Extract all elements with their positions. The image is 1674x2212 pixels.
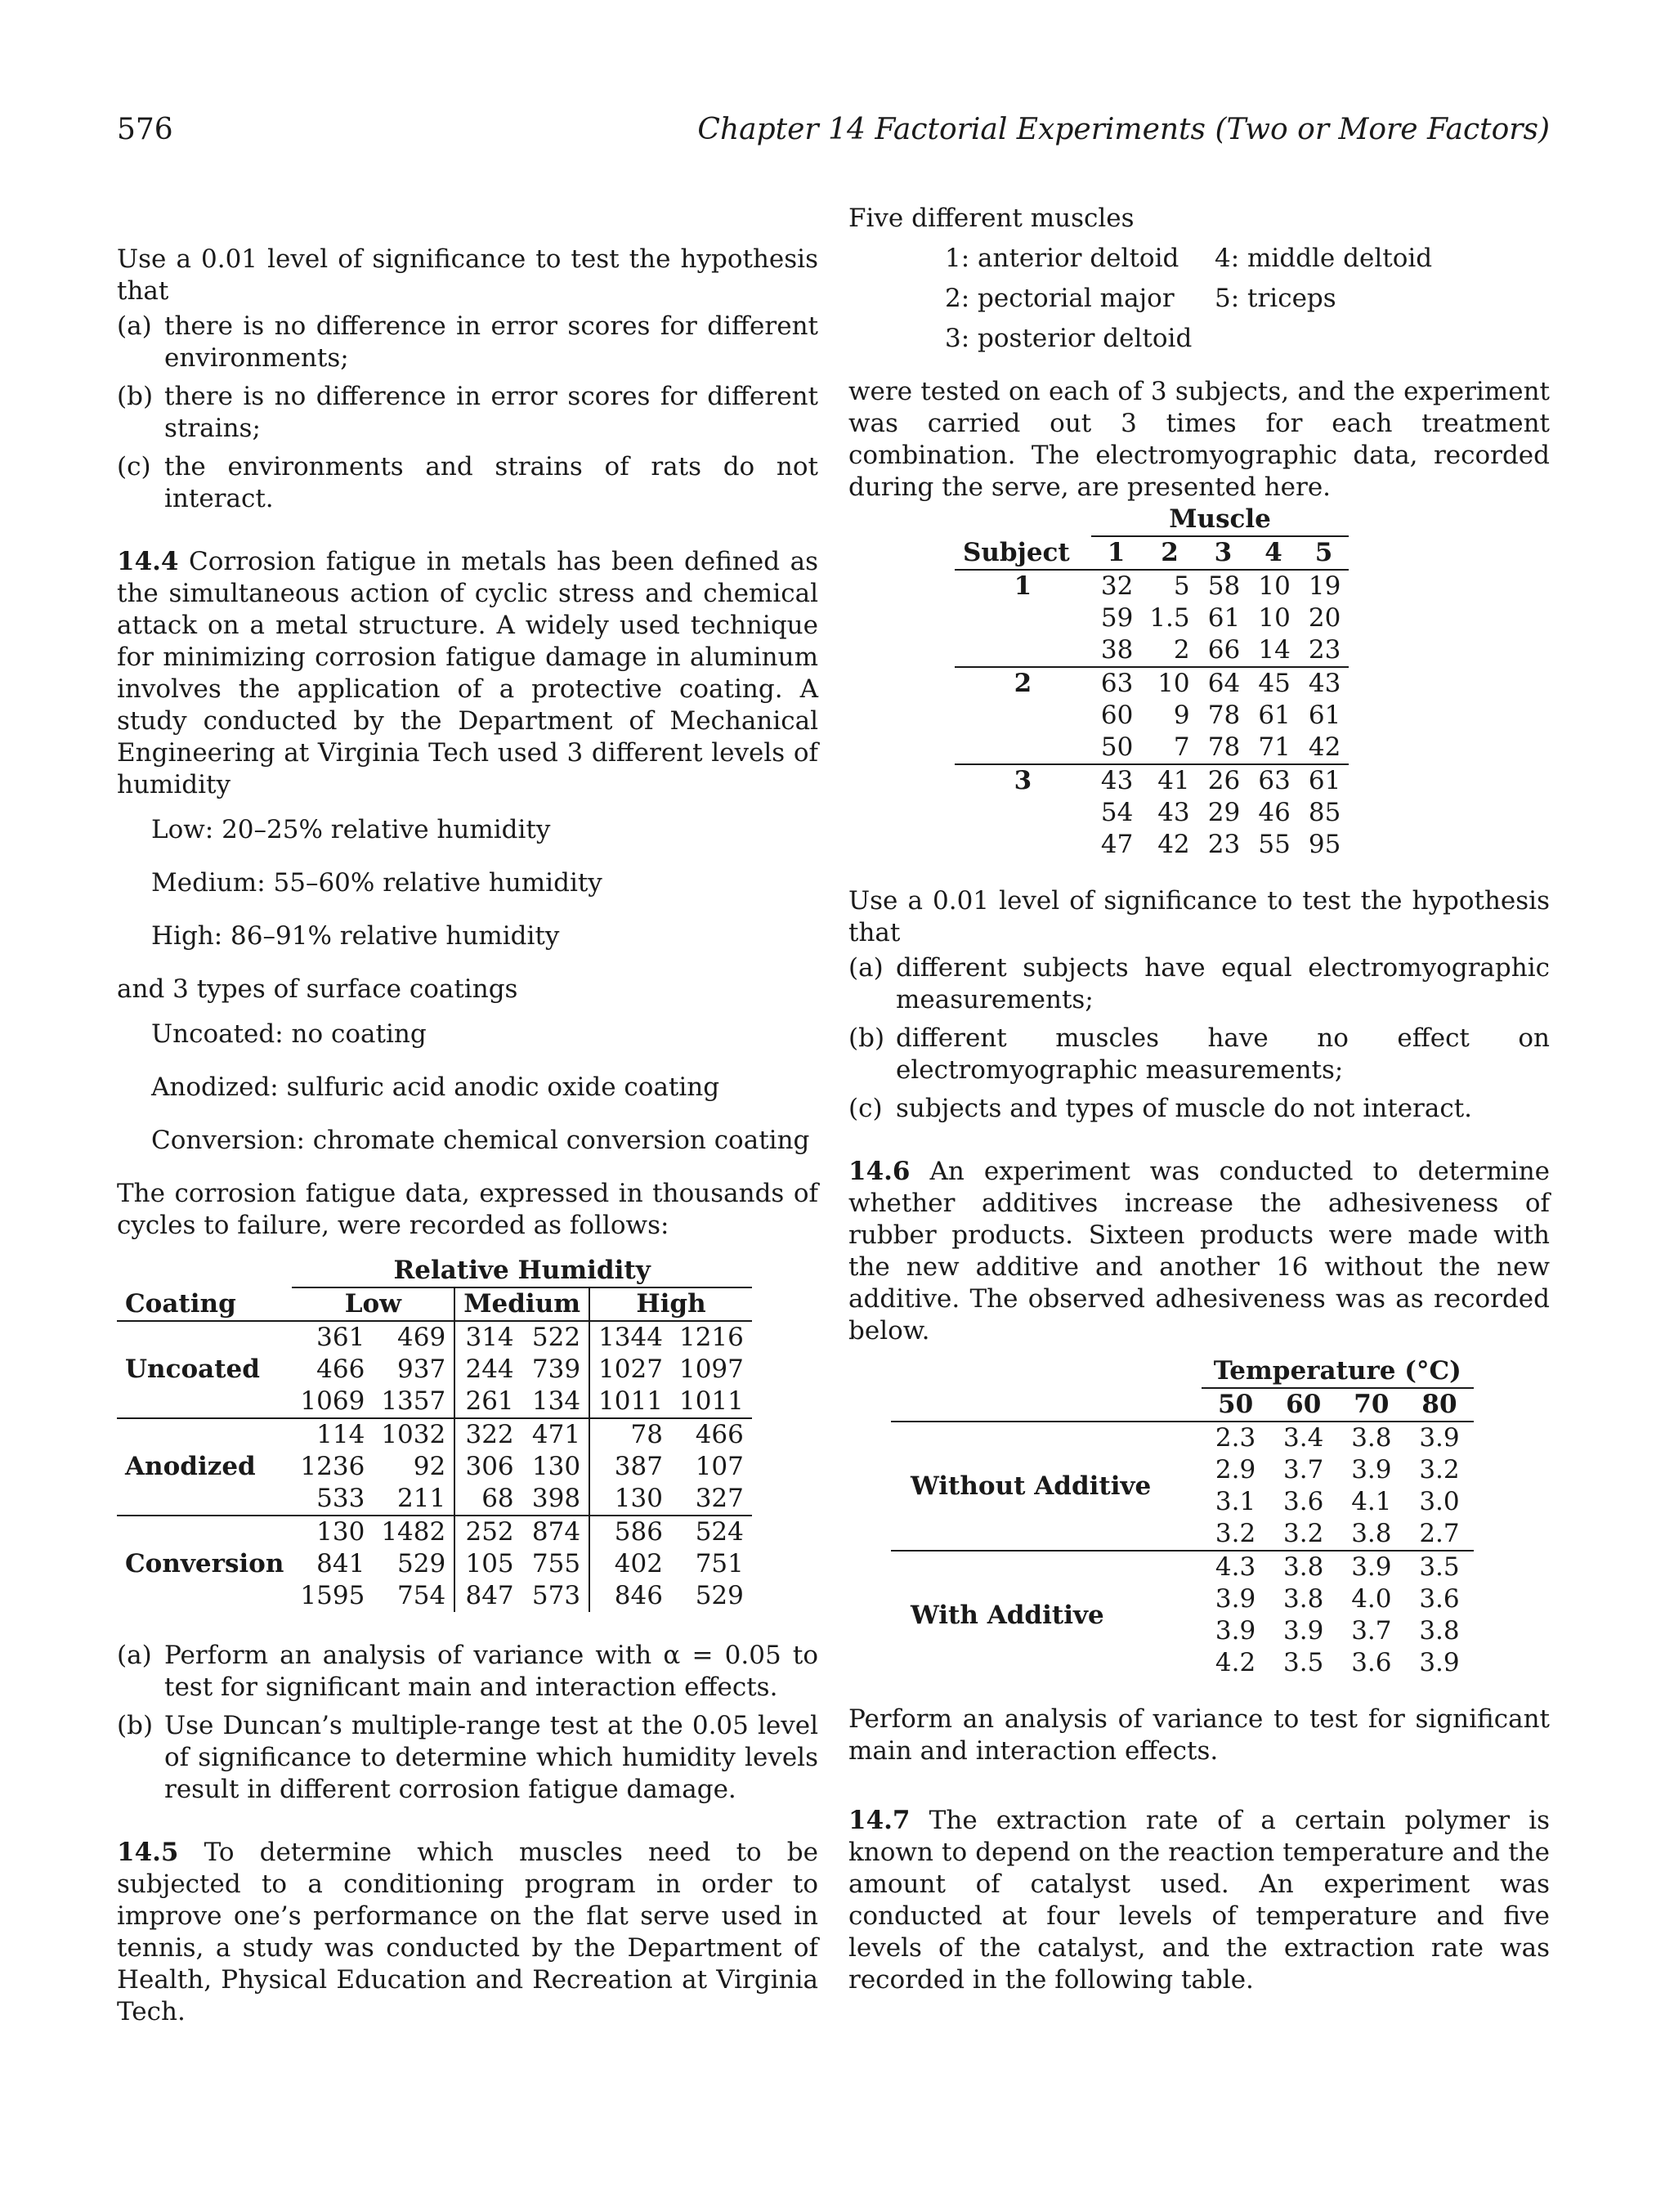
humidity-high: High: 86–91% relative humidity xyxy=(151,921,560,951)
table-cell: 50 xyxy=(1100,732,1134,762)
exercise-text: Corrosion fatigue in metals has been defined as the simultaneous action of cyclic stress and chemical attack on a metal structure. A widely used technique for minimizing corrosion fatigue damage in aluminum involves the application of a protective coating. A study conducted by the Department of Mechanical Engineering at Virginia Tech used 3 different levels of humidity xyxy=(117,547,818,799)
table-cell: 3.2 xyxy=(1283,1519,1324,1548)
coating-uncoated: Uncoated: no coating xyxy=(151,1019,427,1049)
exercise-14-4 xyxy=(117,546,818,801)
table-cell: 3.2 xyxy=(1215,1519,1256,1548)
list-label: (a) xyxy=(117,311,152,341)
table-cell: 43 xyxy=(1157,798,1190,827)
table-cell: 387 xyxy=(589,1451,671,1483)
table-row xyxy=(117,1516,752,1548)
table-cell: 469 xyxy=(397,1323,446,1352)
table-cell: 252 xyxy=(454,1516,521,1548)
table-cell: 2 xyxy=(1173,635,1190,665)
table-cell: 755 xyxy=(531,1549,581,1578)
table-cell: 1027 xyxy=(589,1354,671,1386)
table-cell: 63 xyxy=(1100,669,1134,698)
table-cell: 3.5 xyxy=(1283,1648,1324,1677)
table-row xyxy=(955,570,1349,602)
table-cell: 3.9 xyxy=(1215,1616,1256,1646)
table-cell: 19 xyxy=(1308,571,1341,601)
col-header: 1 xyxy=(1107,538,1126,567)
anova-instruction: Perform an analysis of variance to test for significant main and interaction effects. xyxy=(848,1704,1550,1766)
list-label: (b) xyxy=(848,1023,885,1053)
table-body xyxy=(891,1422,1474,1679)
table-cell: 3.2 xyxy=(1419,1455,1460,1484)
table-cell: 134 xyxy=(531,1386,581,1416)
table-cell: 2.3 xyxy=(1215,1423,1256,1453)
list-text: there is no difference in error scores for different environments; xyxy=(164,311,818,373)
table-cell: 78 xyxy=(589,1418,671,1451)
table-cell: 107 xyxy=(695,1452,744,1481)
muscle-item: 1: anterior deltoid xyxy=(945,244,1179,273)
muscle-list xyxy=(945,243,1550,355)
table-row xyxy=(955,700,1349,732)
table-cell: 573 xyxy=(531,1581,581,1610)
table-cell: 20 xyxy=(1308,603,1341,633)
table-cell: 10 xyxy=(1258,603,1291,633)
table-cell: 751 xyxy=(695,1549,744,1578)
list-item xyxy=(117,381,818,445)
table-cell: 63 xyxy=(1258,766,1291,795)
table-cell: 529 xyxy=(695,1581,744,1610)
exercise-14-5 xyxy=(117,1837,818,2028)
table-cell: 14 xyxy=(1258,635,1291,665)
table-cell: 1097 xyxy=(678,1355,744,1384)
muscle-table xyxy=(955,504,1349,861)
col-header: Medium xyxy=(454,1287,589,1321)
exercise-14-7 xyxy=(848,1805,1550,1996)
table-cell: 2.7 xyxy=(1419,1519,1460,1548)
table-row xyxy=(955,667,1349,700)
table-cell: 130 xyxy=(589,1483,671,1516)
list-label: (c) xyxy=(848,1094,883,1123)
table-cell: 3.9 xyxy=(1351,1552,1392,1582)
table-cell: 66 xyxy=(1207,635,1241,665)
table-row xyxy=(117,1418,752,1451)
col-header: Low xyxy=(344,1289,401,1319)
row-label xyxy=(955,829,1091,861)
page-number: 576 xyxy=(117,113,173,146)
table-cell: 322 xyxy=(454,1418,521,1451)
table-title: Temperature (°C) xyxy=(1202,1355,1474,1388)
table-cell: 10 xyxy=(1258,571,1291,601)
list-item xyxy=(117,451,818,515)
table-cell: 114 xyxy=(316,1420,365,1449)
col-header: 50 xyxy=(1218,1390,1254,1419)
table-cell: 1.5 xyxy=(1149,603,1190,633)
table-cell: 3.8 xyxy=(1419,1616,1460,1646)
table-cell: 60 xyxy=(1100,701,1134,730)
coating-conversion: Conversion: chromate chemical conversion coating xyxy=(151,1126,810,1155)
table-cell: 846 xyxy=(589,1580,671,1612)
row-label: 1 xyxy=(1014,571,1032,601)
table-cell: 29 xyxy=(1207,798,1241,827)
table-cell: 46 xyxy=(1258,798,1291,827)
table-cell: 55 xyxy=(1258,830,1291,859)
col-header: 60 xyxy=(1286,1390,1322,1419)
table-cell: 402 xyxy=(589,1548,671,1580)
hypothesis-intro-2: Use a 0.01 level of significance to test the hypothesis that xyxy=(848,886,1550,947)
parts-list xyxy=(117,1640,818,1806)
table-cell: 3.9 xyxy=(1419,1423,1460,1453)
table-cell: 64 xyxy=(1207,669,1241,698)
table-cell: 1032 xyxy=(381,1420,446,1449)
list-item xyxy=(117,311,818,374)
table-cell: 3.5 xyxy=(1419,1552,1460,1582)
table-cell: 327 xyxy=(695,1484,744,1513)
exercise-number: 14.5 xyxy=(117,1838,179,1867)
table-cell: 3.6 xyxy=(1419,1584,1460,1614)
table-cell: 3.8 xyxy=(1283,1552,1324,1582)
table-cell: 41 xyxy=(1157,766,1190,795)
hypothesis-list-2 xyxy=(848,952,1550,1125)
table-cell: 42 xyxy=(1157,830,1190,859)
row-label xyxy=(955,634,1091,667)
table-cell: 4.1 xyxy=(1351,1487,1392,1516)
table-cell: 61 xyxy=(1308,766,1341,795)
table-cell: 78 xyxy=(1207,701,1241,730)
muscle-item: 3: posterior deltoid xyxy=(945,324,1193,353)
table-cell: 261 xyxy=(454,1386,521,1418)
table-row xyxy=(117,1321,752,1354)
row-label: Without Additive xyxy=(911,1471,1152,1501)
exercise-14-6 xyxy=(848,1156,1550,1347)
col-header: 80 xyxy=(1421,1390,1457,1419)
exercise-number: 14.6 xyxy=(848,1157,911,1186)
list-text: subjects and types of muscle do not interact. xyxy=(896,1094,1473,1123)
col-header: 5 xyxy=(1314,538,1333,567)
table-cell: 92 xyxy=(413,1452,446,1481)
table-row xyxy=(955,829,1349,861)
row-header: Coating xyxy=(125,1288,236,1319)
table-cell: 3.9 xyxy=(1419,1648,1460,1677)
table-cell: 23 xyxy=(1207,830,1241,859)
exercise-text: The extraction rate of a certain polymer is known to depend on the reaction temperature and the amount of catalyst used. An experiment was conducted at four levels of temperature and five levels of the catalyst, and the extraction rate was recorded in the following table. xyxy=(848,1806,1550,1995)
table-cell: 4.3 xyxy=(1215,1552,1256,1582)
table-cell: 1011 xyxy=(678,1386,744,1416)
table-cell: 95 xyxy=(1308,830,1341,859)
adhesive-table xyxy=(891,1355,1474,1679)
list-item xyxy=(117,1710,818,1806)
exercise-number: 14.7 xyxy=(848,1806,911,1835)
table-cell: 471 xyxy=(531,1420,581,1449)
table-cell: 3.9 xyxy=(1283,1616,1324,1646)
list-item xyxy=(848,1023,1550,1086)
row-label xyxy=(955,797,1091,829)
table-cell: 85 xyxy=(1308,798,1341,827)
table-cell: 244 xyxy=(454,1354,521,1386)
table-cell: 42 xyxy=(1308,732,1341,762)
list-label: (a) xyxy=(117,1641,152,1670)
table-row xyxy=(955,797,1349,829)
table-cell: 5 xyxy=(1173,571,1190,601)
list-text: Perform an analysis of variance with α = 0.05 to test for significant main and interaction effects. xyxy=(164,1641,818,1702)
table-cell: 61 xyxy=(1207,603,1241,633)
table-cell: 45 xyxy=(1258,669,1291,698)
table-cell: 3.1 xyxy=(1215,1487,1256,1516)
coatings-intro: and 3 types of surface coatings xyxy=(117,974,518,1004)
table-title: Muscle xyxy=(1091,504,1349,536)
row-label: Anodized xyxy=(125,1452,256,1481)
row-label xyxy=(955,732,1091,764)
table-cell: 61 xyxy=(1308,701,1341,730)
exercise-text: To determine which muscles need to be subjected to a conditioning program in order to improve one’s performance on the flat serve used in tennis, a study was conducted by the Department of Health, Physical Education and Recreation at Virginia Tech. xyxy=(117,1838,818,2026)
table-cell: 4.2 xyxy=(1215,1648,1256,1677)
row-label xyxy=(955,602,1091,634)
muscle-item: 4: middle deltoid xyxy=(1215,244,1433,273)
table-cell: 71 xyxy=(1258,732,1291,762)
table-cell: 1216 xyxy=(678,1323,744,1352)
table-cell: 1069 xyxy=(300,1386,365,1416)
list-item xyxy=(848,952,1550,1016)
table-cell: 78 xyxy=(1207,732,1241,762)
table-cell: 10 xyxy=(1157,669,1190,698)
table-row xyxy=(955,764,1349,797)
row-label: Conversion xyxy=(125,1549,284,1578)
table-row xyxy=(955,732,1349,764)
table-cell: 524 xyxy=(695,1517,744,1547)
table-row xyxy=(891,1422,1474,1454)
list-label: (c) xyxy=(117,452,151,481)
coating-anodized: Anodized: sulfuric acid anodic oxide coating xyxy=(151,1072,720,1102)
hypothesis-list xyxy=(117,311,818,515)
table-cell: 9 xyxy=(1173,701,1190,730)
table-row xyxy=(891,1551,1474,1583)
table-cell: 1011 xyxy=(589,1386,671,1418)
table-cell: 1357 xyxy=(381,1386,446,1416)
row-label: With Additive xyxy=(911,1600,1104,1630)
row-label: Uncoated xyxy=(125,1355,260,1384)
table-cell: 43 xyxy=(1100,766,1134,795)
muscle-item: 5: triceps xyxy=(1215,284,1336,313)
col-header: 70 xyxy=(1354,1390,1390,1419)
table-cell: 54 xyxy=(1100,798,1134,827)
table-cell: 529 xyxy=(397,1549,446,1578)
table-cell: 1595 xyxy=(300,1581,365,1610)
table-cell: 3.6 xyxy=(1351,1648,1392,1677)
table-cell: 3.9 xyxy=(1351,1455,1392,1484)
table-cell: 3.8 xyxy=(1283,1584,1324,1614)
table-cell: 3.8 xyxy=(1351,1519,1392,1548)
table-cell: 3.8 xyxy=(1351,1423,1392,1453)
table-cell: 522 xyxy=(531,1323,581,1352)
table-cell: 1236 xyxy=(300,1452,365,1481)
list-text: different muscles have no effect on electromyographic measurements; xyxy=(896,1023,1550,1085)
table-cell: 61 xyxy=(1258,701,1291,730)
col-header: 2 xyxy=(1161,538,1179,567)
table-cell: 874 xyxy=(531,1517,581,1547)
row-label: 2 xyxy=(1014,669,1032,698)
hypothesis-intro: Use a 0.01 level of significance to test the hypothesis that xyxy=(117,244,818,306)
muscles-intro: Five different muscles xyxy=(848,204,1135,233)
muscle-item: 2: pectorial major xyxy=(945,284,1175,313)
table-cell: 23 xyxy=(1308,635,1341,665)
row-label: 3 xyxy=(1014,766,1032,795)
data-intro: The corrosion fatigue data, expressed in thousands of cycles to failure, were recorded as follows: xyxy=(117,1179,818,1240)
list-label: (b) xyxy=(117,382,154,411)
table-cell: 3.7 xyxy=(1351,1616,1392,1646)
table-cell: 26 xyxy=(1207,766,1241,795)
table-cell: 847 xyxy=(454,1580,521,1612)
list-item xyxy=(848,1093,1550,1125)
list-item xyxy=(117,1640,818,1704)
table-cell: 4.0 xyxy=(1351,1584,1392,1614)
table-cell: 3.9 xyxy=(1215,1584,1256,1614)
list-text: there is no difference in error scores for different strains; xyxy=(164,382,818,443)
table-cell: 1344 xyxy=(589,1321,671,1354)
table-cell: 306 xyxy=(454,1451,521,1483)
row-label xyxy=(955,700,1091,732)
table-cell: 105 xyxy=(454,1548,521,1580)
table-cell: 754 xyxy=(397,1581,446,1610)
table-cell: 3.4 xyxy=(1283,1423,1324,1453)
table-cell: 32 xyxy=(1100,571,1134,601)
left-column xyxy=(117,244,818,2028)
table-cell: 533 xyxy=(316,1484,365,1513)
table-cell: 841 xyxy=(316,1549,365,1578)
table-cell: 47 xyxy=(1100,830,1134,859)
list-text: different subjects have equal electromyographic measurements; xyxy=(896,953,1550,1014)
table-cell: 586 xyxy=(589,1516,671,1548)
corrosion-table xyxy=(117,1255,752,1612)
humidity-medium: Medium: 55–60% relative humidity xyxy=(151,868,602,898)
table-body xyxy=(117,1321,752,1612)
list-text: the environments and strains of rats do not interact. xyxy=(164,452,818,513)
row-header: Subject xyxy=(963,537,1070,567)
table-cell: 3.7 xyxy=(1283,1455,1324,1484)
col-header: 4 xyxy=(1264,538,1282,567)
col-header: High xyxy=(589,1287,752,1321)
exercise-number: 14.4 xyxy=(117,547,179,576)
table-title: Relative Humidity xyxy=(292,1255,751,1287)
humidity-low: Low: 20–25% relative humidity xyxy=(151,815,551,844)
table-cell: 130 xyxy=(316,1517,365,1547)
table-cell: 43 xyxy=(1308,669,1341,698)
table-cell: 68 xyxy=(454,1483,521,1516)
table-cell: 361 xyxy=(316,1323,365,1352)
muscles-text: were tested on each of 3 subjects, and the experiment was carried out 3 times for each treatment combination. The electromyographic data, recorded during the serve, are presented here. xyxy=(848,377,1550,502)
table-cell: 314 xyxy=(454,1321,521,1354)
table-cell: 211 xyxy=(397,1484,446,1513)
table-cell: 1482 xyxy=(381,1517,446,1547)
table-row xyxy=(955,634,1349,667)
table-cell: 130 xyxy=(531,1452,581,1481)
table-row xyxy=(955,602,1349,634)
table-cell: 3.6 xyxy=(1283,1487,1324,1516)
exercise-text: An experiment was conducted to determine whether additives increase the adhesiveness of rubber products. Sixteen products were made with the new additive and another 16 without the new additive. The observed adhesiveness was as recorded below. xyxy=(848,1157,1551,1346)
table-body xyxy=(955,570,1349,861)
chapter-title: Chapter 14 Factorial Experiments (Two or More Factors) xyxy=(697,113,1550,146)
table-cell: 7 xyxy=(1173,732,1190,762)
table-cell: 739 xyxy=(531,1355,581,1384)
list-label: (b) xyxy=(117,1711,154,1740)
table-cell: 38 xyxy=(1100,635,1134,665)
table-cell: 466 xyxy=(316,1355,365,1384)
table-cell: 937 xyxy=(397,1355,446,1384)
table-cell: 2.9 xyxy=(1215,1455,1256,1484)
table-cell: 58 xyxy=(1207,571,1241,601)
col-header: 3 xyxy=(1214,538,1233,567)
right-column xyxy=(848,203,1550,1996)
table-cell: 466 xyxy=(695,1420,744,1449)
list-label: (a) xyxy=(848,953,884,983)
table-cell: 398 xyxy=(531,1484,581,1513)
table-cell: 59 xyxy=(1100,603,1134,633)
list-text: Use Duncan’s multiple-range test at the 0.05 level of significance to determine which humidity levels result in different corrosion fatigue damage. xyxy=(164,1711,818,1804)
table-cell: 3.0 xyxy=(1419,1487,1460,1516)
